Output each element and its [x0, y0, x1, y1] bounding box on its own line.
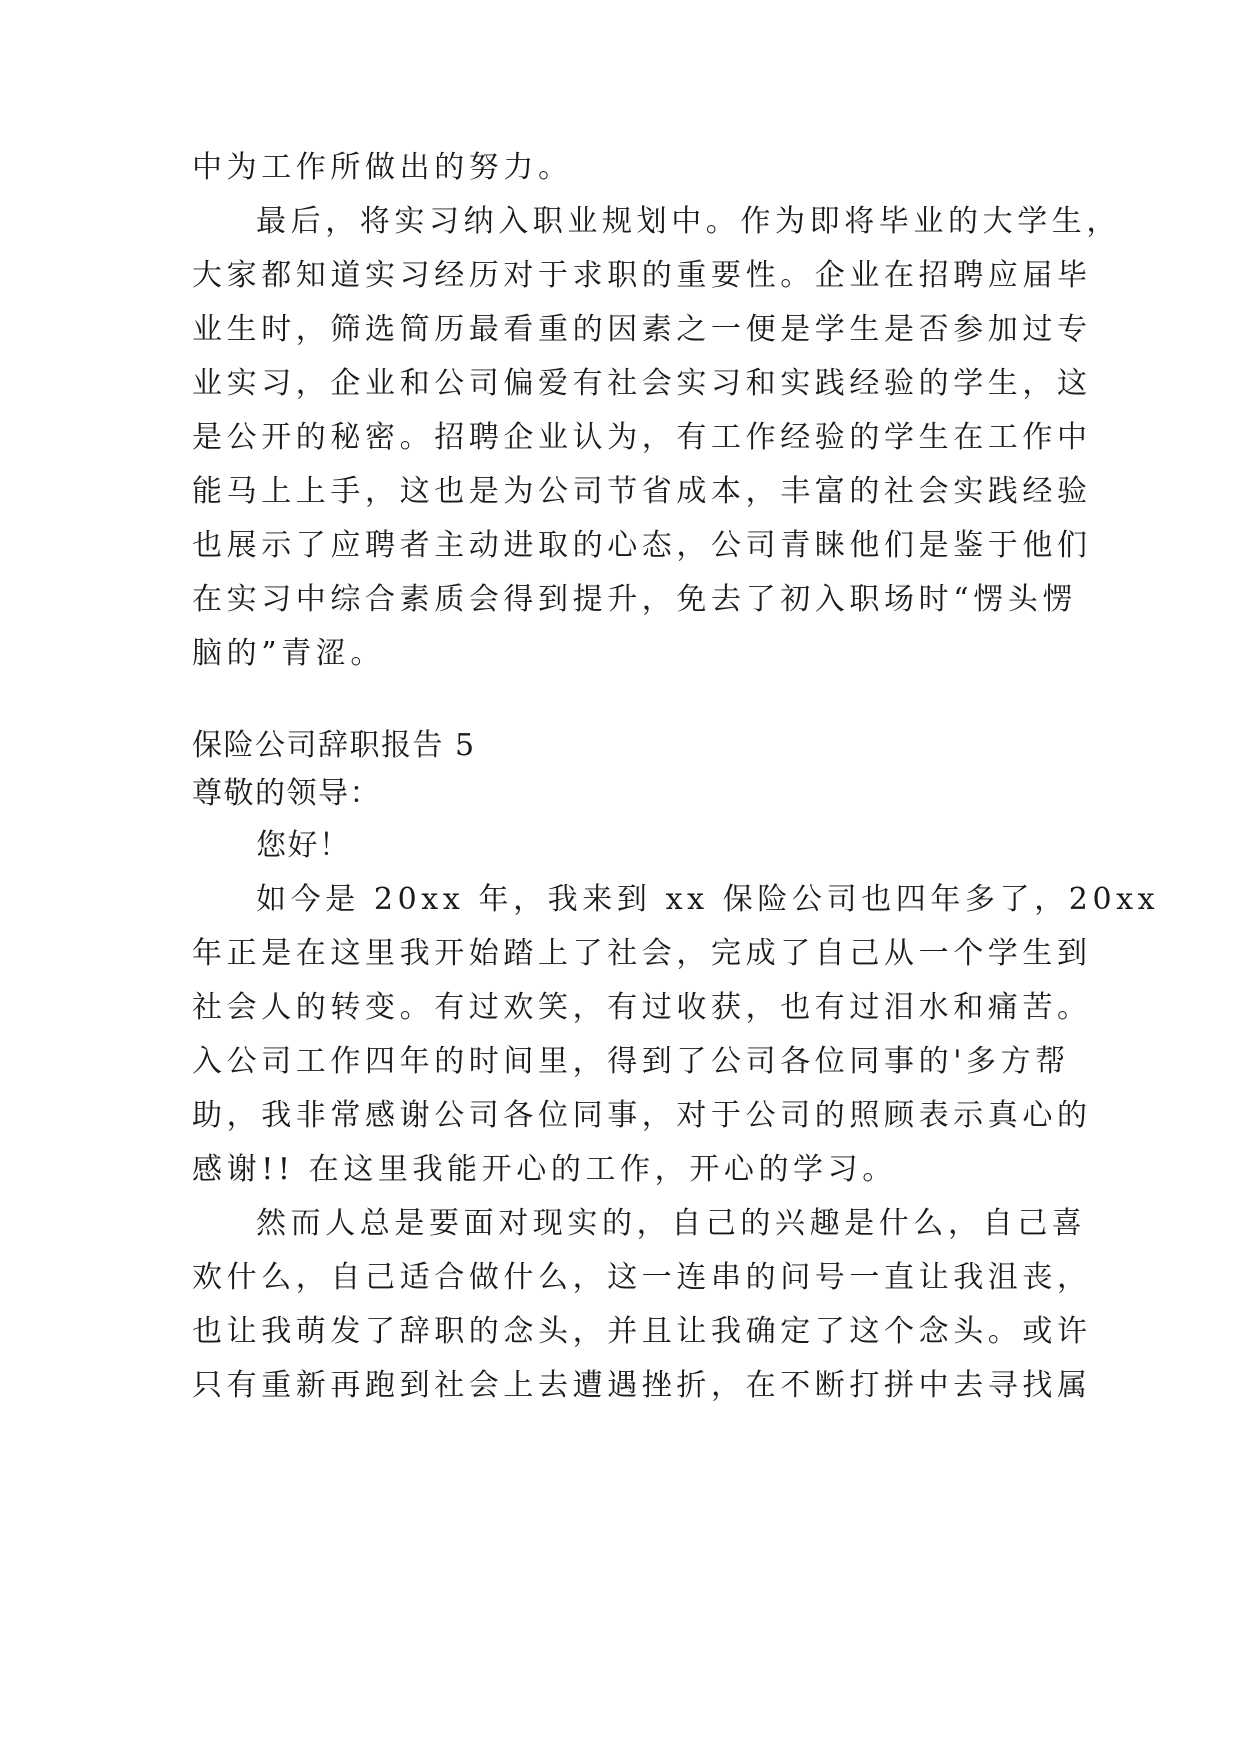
body-text-line: 在实习中综合素质会得到提升，免去了初入职场时“愣头愣 [192, 582, 1077, 617]
body-text-line: 欢什么，自己适合做什么，这一连串的问号一直让我沮丧， [192, 1260, 1092, 1295]
body-text-line: 然而人总是要面对现实的，自己的兴趣是什么，自己喜 [256, 1206, 1087, 1241]
body-text-line: 大家都知道实习经历对于求职的重要性。企业在招聘应届毕 [192, 258, 1092, 293]
body-text-line: 入公司工作四年的时间里，得到了公司各位同事的'多方帮 [192, 1044, 1070, 1079]
body-text-line: 是公开的秘密。招聘企业认为，有工作经验的学生在工作中 [192, 420, 1092, 455]
body-text-line: 能马上上手，这也是为公司节省成本，丰富的社会实践经验 [192, 474, 1092, 509]
body-text-line: 只有重新再跑到社会上去遭遇挫折，在不断打拼中去寻找属 [192, 1368, 1092, 1403]
body-text-line: 脑的”青涩。 [192, 636, 385, 671]
greeting: 您好！ [256, 828, 351, 863]
section-title: 保险公司辞职报告 5 [192, 728, 476, 763]
body-text-line: 业实习，企业和公司偏爱有社会实习和实践经验的学生，这 [192, 366, 1092, 401]
body-text-line: 中为工作所做出的努力。 [192, 150, 573, 185]
body-text-line: 助，我非常感谢公司各位同事，对于公司的照顾表示真心的 [192, 1098, 1092, 1133]
body-text-line: 也让我萌发了辞职的念头，并且让我确定了这个念头。或许 [192, 1314, 1092, 1349]
body-text-line: 业生时，筛选简历最看重的因素之一便是学生是否参加过专 [192, 312, 1092, 347]
body-text-line: 年正是在这里我开始踏上了社会，完成了自己从一个学生到 [192, 936, 1092, 971]
body-text-line: 感谢!! 在这里我能开心的工作，开心的学习。 [192, 1152, 897, 1187]
body-text-line: 也展示了应聘者主动进取的心态，公司青睐他们是鉴于他们 [192, 528, 1092, 563]
body-text-line: 如今是 20xx 年，我来到 xx 保险公司也四年多了，20xx [256, 882, 1160, 917]
body-text-line: 社会人的转变。有过欢笑，有过收获，也有过泪水和痛苦。 [192, 990, 1092, 1025]
salutation: 尊敬的领导： [192, 776, 381, 811]
body-text-line: 最后，将实习纳入职业规划中。作为即将毕业的大学生， [256, 204, 1121, 239]
